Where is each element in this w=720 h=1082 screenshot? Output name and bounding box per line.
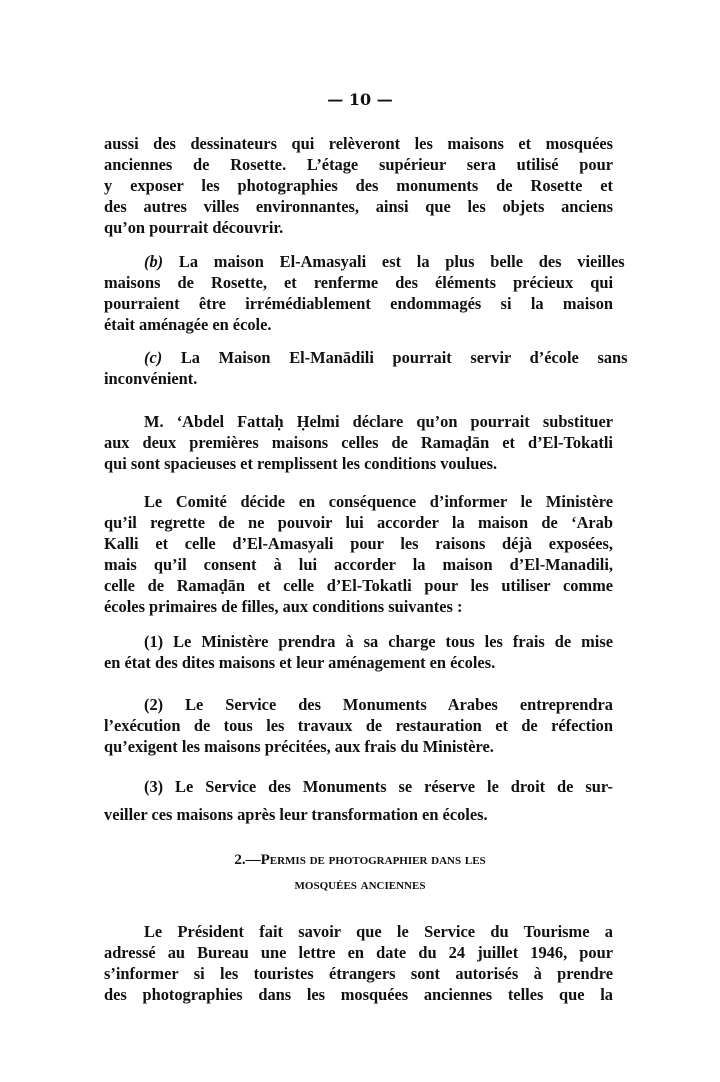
text-line: Le Président fait savoir que le Service du Tourisme a <box>144 922 613 941</box>
text-line: était aménagée en école. <box>104 315 272 334</box>
paragraph-helmi <box>104 411 613 474</box>
text-line: inconvénient. <box>104 369 198 388</box>
text-line <box>104 251 625 272</box>
text-line: maisons de Rosette, et renferme des éléments précieux qui <box>104 273 613 292</box>
text-line: aussi des dessinateurs qui relèveront les maisons et mosquées <box>104 134 613 153</box>
paragraph-comite <box>104 491 613 617</box>
paragraph-b <box>104 251 625 335</box>
text-line: écoles primaires de filles, aux conditions suivantes : <box>104 597 463 616</box>
text-line: qu’on pourrait découvrir. <box>104 218 284 237</box>
text-line: Kalli et celle d’El-Amasyali pour les raisons déjà exposées, <box>104 534 613 553</box>
condition-1 <box>104 631 613 673</box>
text-line: en état des dites maisons et leur aménagement en écoles. <box>104 653 496 672</box>
text-span: La Maison El-Manādili pourrait servir d’école sans <box>180 348 628 367</box>
text-line: y exposer les photographies des monuments de Rosette et <box>104 176 613 195</box>
text-line: M. ‘Abdel Fattaḥ Ḥelmi déclare qu’on pourrait substituer <box>144 412 613 431</box>
page-number: — 10 — <box>327 90 393 109</box>
text-line: celle de Ramaḍān et celle d’El-Tokatli pour les utiliser comme <box>104 576 613 595</box>
text-line: s’informer si les touristes étrangers sont autorisés à prendre <box>104 964 613 983</box>
text-line: qu’il regrette de ne pouvoir lui accorder la maison de ‘Arab <box>104 513 613 532</box>
text-line: mais qu’il consent à lui accorder la maison d’El-Manadili, <box>104 555 613 574</box>
text-line: l’exécution de tous les travaux de restauration et de réfection <box>104 716 613 735</box>
paragraph-continuation <box>104 133 613 238</box>
condition-2 <box>104 694 613 757</box>
text-line: Le Comité décide en conséquence d’informer le Ministère <box>144 492 613 511</box>
text-line: qu’exigent les maisons précitées, aux frais du Ministère. <box>104 737 494 756</box>
text-line: (1) Le Ministère prendra à sa charge tous les frais de mise <box>144 632 613 651</box>
section-heading-line-2: mosquées anciennes <box>294 877 426 893</box>
text-line <box>104 347 628 368</box>
section-heading-line-1 <box>0 849 720 872</box>
text-line: qui sont spacieuses et remplissent les conditions voulues. <box>104 454 498 473</box>
text-line: (3) Le Service des Monuments se réserve le droit de sur- <box>144 777 613 796</box>
text-span: La maison El-Amasyali est la plus belle des vieilles <box>178 252 625 271</box>
text-line: pourraient être irrémédiablement endommagés si la maison <box>104 294 613 313</box>
paragraph-president <box>104 921 613 1005</box>
text-line: (2) Le Service des Monuments Arabes entreprendra <box>144 695 613 714</box>
section-title: Permis de photographier dans les <box>260 852 486 868</box>
text-line: anciennes de Rosette. L’étage supérieur sera utilisé pour <box>104 155 613 174</box>
section-number: 2.— <box>234 852 261 868</box>
text-line: des photographies dans les mosquées anciennes telles que la <box>104 985 613 1004</box>
text-line: veiller ces maisons après leur transformation en écoles. <box>104 805 488 824</box>
section-heading <box>0 849 720 897</box>
paragraph-c <box>104 347 628 389</box>
text-line: des autres villes environnantes, ainsi que les objets anciens <box>104 197 613 216</box>
item-marker: (c) <box>144 348 163 367</box>
text-line: aux deux premières maisons celles de Ramaḍān et d’El-Tokatli <box>104 433 613 452</box>
item-marker: (b) <box>144 252 164 271</box>
text-line: adressé au Bureau une lettre en date du 24 juillet 1946, pour <box>104 943 613 962</box>
condition-3 <box>104 776 613 825</box>
